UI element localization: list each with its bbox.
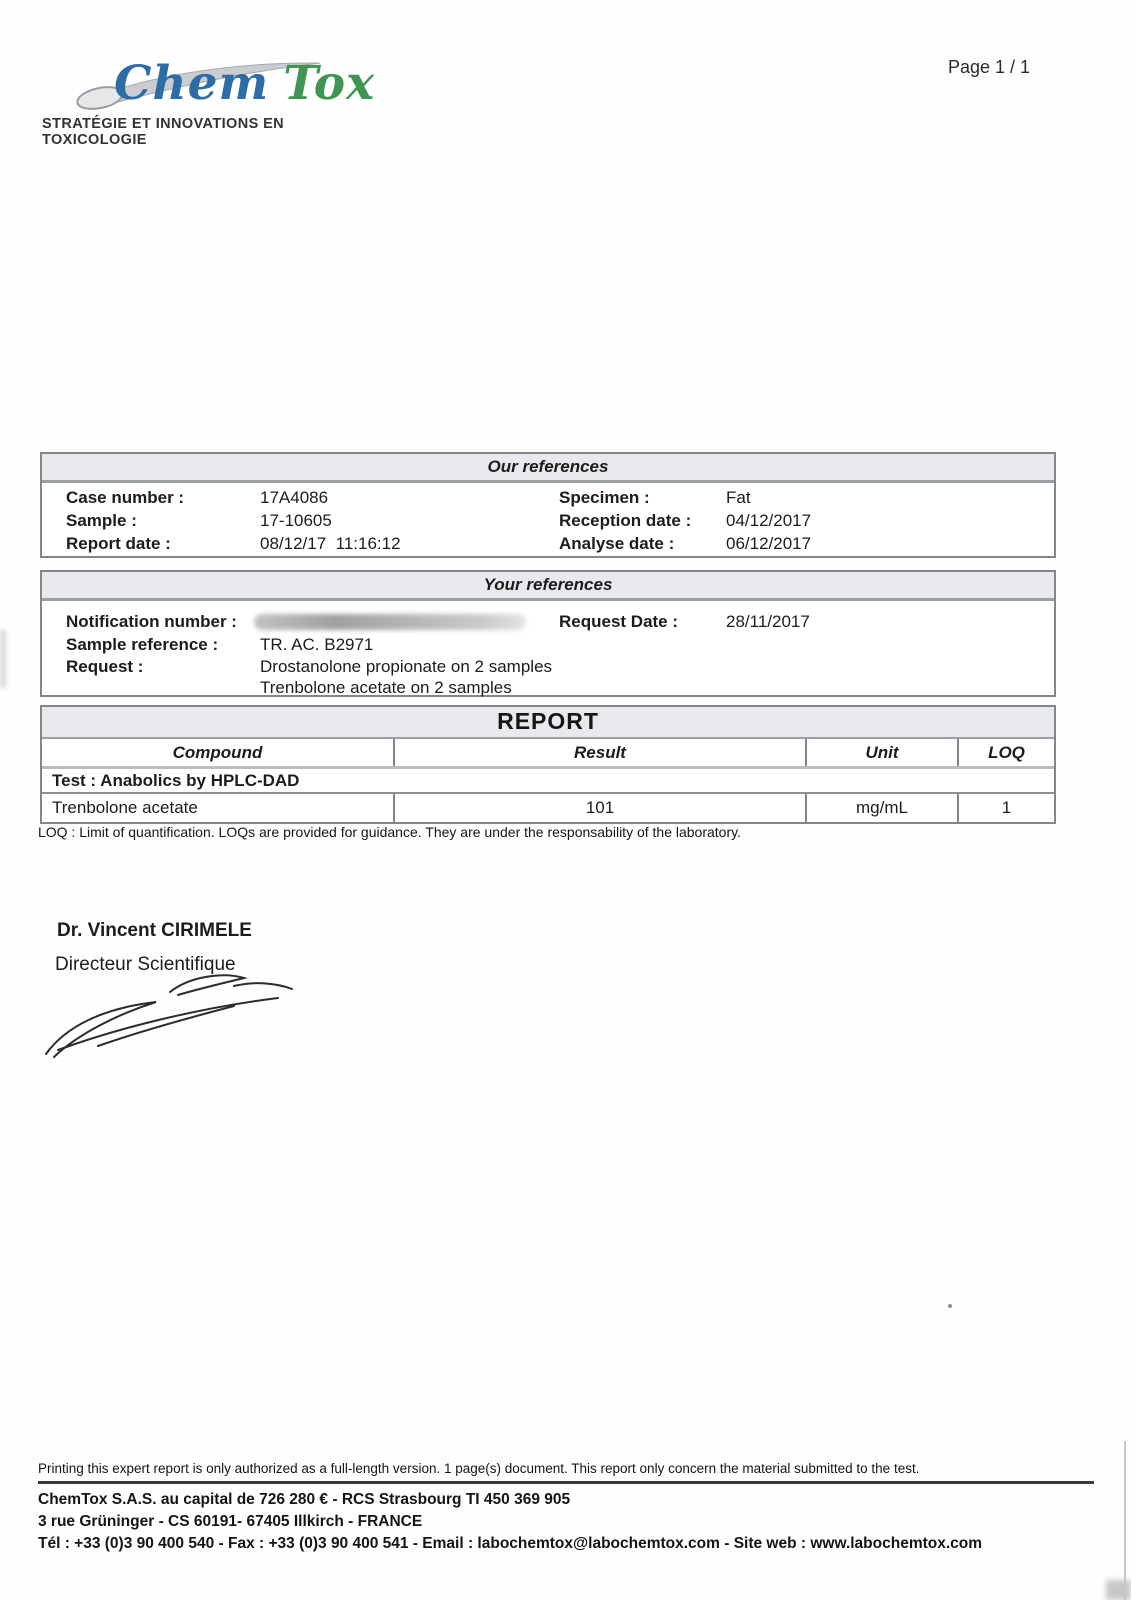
case-number-value: 17A4086 xyxy=(260,488,329,507)
chemtox-logo xyxy=(40,46,380,146)
our-references-section xyxy=(40,452,1056,558)
scan-edge-artifact xyxy=(1124,1441,1126,1600)
reception-date-label: Reception date : xyxy=(559,511,692,530)
your-references-section xyxy=(40,570,1056,697)
sample-reference-label: Sample reference : xyxy=(66,635,219,654)
report-title: REPORT xyxy=(42,707,1054,739)
report-date-value: 08/12/17 11:16:12 xyxy=(260,534,401,553)
sample-label: Sample : xyxy=(66,511,137,530)
request-date-value: 28/11/2017 xyxy=(726,612,810,631)
company-registration-rest: S.A.S. au capital de 726 280 € - RCS Strasbourg TI 450 369 905 xyxy=(107,1491,571,1508)
table-row xyxy=(42,794,1054,823)
request-line-1: Drostanolone propionate on 2 samples xyxy=(260,657,553,676)
reception-date-value: 04/12/2017 xyxy=(726,511,812,530)
logo-tagline: STRATÉGIE ET INNOVATIONS EN TOXICOLOGIE xyxy=(42,116,285,148)
company-registration-line xyxy=(38,1491,570,1509)
notification-number-redacted xyxy=(254,614,526,630)
report-section xyxy=(40,705,1056,824)
handwritten-signature xyxy=(38,962,298,1062)
result-loq: 1 xyxy=(1001,798,1012,817)
scan-corner-artifact xyxy=(1106,1580,1131,1600)
request-label: Request : xyxy=(66,657,144,676)
our-references-title: Our references xyxy=(42,454,1054,483)
case-number-label: Case number : xyxy=(66,488,185,507)
company-name: ChemTox xyxy=(38,1491,108,1508)
column-header-unit: Unit xyxy=(807,739,959,766)
notification-number-label: Notification number : xyxy=(66,612,237,631)
signatory-name: Dr. Vincent CIRIMELE xyxy=(57,920,252,941)
result-compound: Trenbolone acetate xyxy=(42,794,395,823)
result-unit: mg/mL xyxy=(807,794,959,823)
printing-notice: Printing this expert report is only authorized as a full-length version. 1 page(s) document. This report only concern the material submitted to the test. xyxy=(38,1461,920,1476)
logo-word-chem: Chem xyxy=(114,56,270,111)
test-method-row: Test : Anabolics by HPLC-DAD xyxy=(42,769,1054,794)
logo-word-tox: Tox xyxy=(283,56,376,111)
sample-reference-value: TR. AC. B2971 xyxy=(260,635,374,654)
analyse-date-label: Analyse date : xyxy=(559,534,675,553)
request-date-label: Request Date : xyxy=(559,612,679,631)
column-header-compound: Compound xyxy=(42,739,395,766)
page-number: Page 1 / 1 xyxy=(948,57,1031,77)
analyse-date-value: 06/12/2017 xyxy=(726,534,812,553)
report-date-label: Report date : xyxy=(66,534,171,553)
scan-smudge-artifact xyxy=(0,630,6,688)
report-column-headers xyxy=(42,739,1054,769)
company-address-line: 3 rue Grüninger - CS 60191- 67405 Illkirch - FRANCE xyxy=(38,1513,423,1530)
company-contact-line: Tél : +33 (0)3 90 400 540 - Fax : +33 (0)3 90 400 541 - Email : labochemtox@labochemtox.com - Site web : www.labochemtox.com xyxy=(38,1535,983,1552)
sample-value: 17-10605 xyxy=(260,511,332,530)
your-references-title: Your references xyxy=(42,572,1054,601)
logo-wordmark xyxy=(114,56,376,111)
loq-footnote: LOQ : Limit of quantification. LOQs are provided for guidance. They are under the responsability of the laboratory. xyxy=(38,824,741,840)
result-value: 101 xyxy=(395,794,807,823)
specimen-value: Fat xyxy=(726,488,751,507)
request-line-2: Trenbolone acetate on 2 samples xyxy=(260,678,512,697)
signatory-title: Directeur Scientifique xyxy=(55,954,236,975)
specimen-label: Specimen : xyxy=(559,488,650,507)
column-header-loq: LOQ xyxy=(988,743,1025,762)
footer-divider xyxy=(38,1481,1094,1484)
scan-dot-artifact xyxy=(948,1304,952,1308)
column-header-result: Result xyxy=(395,739,807,766)
